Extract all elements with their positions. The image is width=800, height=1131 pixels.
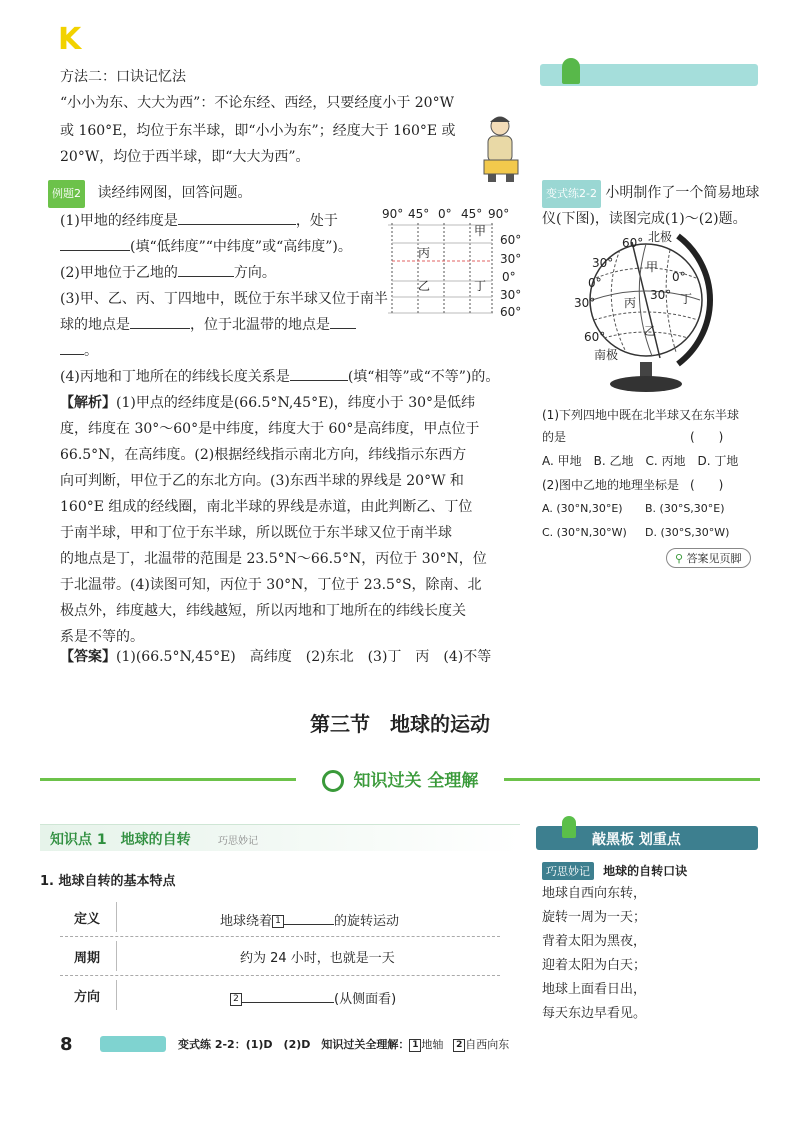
grid-point-jia: 甲 [474, 224, 487, 238]
q3-text-d: 。 [84, 343, 98, 359]
question-3: (3)甲、乙、丙、丁四地中，既位于东半球又位于南半 [60, 291, 388, 307]
analysis-line: 度，纬度在 30°～60°是中纬度，纬度大于 60°是高纬度，甲点位于 [60, 421, 480, 437]
variant-intro-text: 小明制作了一个简易地球 [605, 185, 760, 201]
blank-number: 1 [272, 915, 284, 928]
analysis-text: (1)甲点的经纬度是(66.5°N,45°E)，纬度小于 30°是低纬 [116, 395, 476, 411]
sidebar-line: 每天东边早看见。 [542, 1006, 647, 1021]
answer-line [60, 644, 491, 670]
answer-link-button[interactable] [666, 548, 751, 568]
variant-q2-option-c: C. (30°N,30°W) [542, 526, 627, 539]
method-title: 方法二：口诀记忆法 [60, 69, 186, 85]
analysis-line: 于南半球，甲和丁位于东半球，所以既位于东半球又位于南半球 [60, 525, 452, 541]
footer-answer-1: 地轴 [421, 1038, 444, 1051]
feature-label: 方向 [74, 990, 101, 1005]
banner-line-right [504, 778, 760, 781]
analysis-line: 66.5°N，在高纬度。(2)根据经线指示南北方向，纬线指示东西方 [60, 447, 467, 463]
answer-blank[interactable] [284, 908, 334, 925]
question-1 [60, 208, 338, 234]
example-intro [48, 180, 251, 208]
globe-lat-label: 60° [622, 236, 644, 250]
feature-row [60, 976, 500, 1014]
feature-table [60, 898, 500, 1014]
globe-inner-label: 0° [672, 270, 686, 284]
method-line: 20°W，均位于西半球，即“大大为西”。 [60, 149, 310, 165]
page-number: 8 [60, 1034, 73, 1055]
globe-lat-label: 0° [588, 276, 602, 290]
grid-lon-label: 45° [408, 207, 430, 221]
variant-intro-cont: 仪(下图)，读图完成(1)～(2)题。 [542, 211, 747, 227]
analysis-label: 【解析】 [60, 395, 116, 411]
question-2 [60, 260, 276, 286]
knowledge-banner-text: 知识过关 全理解 [353, 771, 479, 791]
pin-icon: ⚲ [675, 552, 684, 565]
variant-q2-option-a: A. (30°N,30°E) [542, 502, 623, 515]
sidebar-line: 地球上面看日出， [542, 982, 647, 997]
corner-mark: K [58, 22, 82, 57]
sidebar-title: 地球的自转口诀 [603, 864, 688, 878]
example-tag: 例题2 [48, 180, 85, 208]
analysis-line: 于北温带。(4)读图可知，丙位于 30°N，丁位于 23.5°S，除南、北 [60, 577, 482, 593]
sidebar-tag: 巧思妙记 [542, 862, 594, 880]
banner-line-left [40, 778, 296, 781]
analysis-line: 160°E 组成的经线圈，南北半球的界线是赤道，由此判断乙、丁位 [60, 499, 473, 515]
q2-text-b: 方向。 [233, 265, 276, 281]
answer-blank[interactable] [130, 312, 190, 329]
grid-lon-label: 90° [382, 207, 404, 221]
grid-point-ding: 丁 [474, 279, 487, 293]
grid-point-bing: 丙 [418, 246, 431, 260]
variant-q2: (2)图中乙地的地理坐标是 [542, 478, 679, 492]
globe-point-jia: 甲 [646, 260, 659, 274]
sidebar-line: 迎着太阳为白天； [542, 958, 647, 973]
variant-q1-options: A. 甲地 B. 乙地 C. 丙地 D. 丁地 [542, 454, 739, 468]
grid-lat-label: 0° [502, 270, 516, 284]
globe-point-yi: 乙 [644, 324, 657, 338]
thinker-illustration [478, 112, 528, 184]
footer-answers [178, 1036, 509, 1052]
answer-link-label: 答案见页脚 [686, 552, 742, 565]
section-title: 第三节 地球的运动 [310, 712, 490, 736]
knowledge-point-header [40, 824, 520, 851]
blank-number: 2 [230, 993, 242, 1006]
question-3-cont2 [60, 338, 98, 364]
feature-pre: 地球绕着 [220, 914, 273, 929]
grid-lat-label: 60° [500, 233, 522, 247]
variant-tag: 变式练2-2 [542, 180, 601, 208]
blank-number: 2 [453, 1039, 465, 1052]
example-intro-text: 读经纬网图，回答问题。 [97, 185, 252, 201]
variant-intro [542, 180, 759, 208]
grid-lon-label: 45° [461, 207, 483, 221]
feature-row [60, 937, 500, 976]
question-4 [60, 364, 499, 390]
variant-q2-option-b: B. (30°S,30°E) [645, 502, 725, 515]
question-1-cont [60, 234, 352, 260]
grid-lat-label: 30° [500, 288, 522, 302]
globe-point-ding: 丁 [680, 292, 693, 306]
q3-text-c: ，位于北温带的地点是 [190, 317, 330, 333]
spiral-icon [322, 770, 344, 792]
globe-lat-label: 30° [592, 256, 614, 270]
feature-value [220, 908, 399, 929]
knowledge-point-tag: 巧思妙记 [218, 836, 258, 847]
knowledge-banner [296, 766, 504, 792]
question-3-cont [60, 312, 356, 338]
answer-blank[interactable] [60, 338, 84, 355]
analysis-line: 极点外，纬度越大，纬线越短，所以丙地和丁地所在的纬线长度关 [60, 603, 466, 619]
sidebar-line: 地球自西向东转， [542, 886, 647, 901]
feature-post: (从侧面看) [334, 992, 397, 1007]
globe-north-pole: 北极 [648, 230, 673, 244]
q4-text-a: (4)丙地和丁地所在的纬线长度关系是 [60, 369, 290, 385]
top-banner-icon [562, 58, 580, 84]
variant-q1-cont [542, 426, 566, 448]
grid-lon-label: 90° [488, 207, 510, 221]
feature-value: 约为 24 小时，也就是一天 [240, 951, 395, 966]
globe-lat-label: 60° [584, 330, 606, 344]
sidebar-heading [542, 860, 687, 880]
answer-blank[interactable] [60, 234, 130, 251]
sidebar-figure-icon [562, 816, 576, 838]
footer-answer-2: 自西向东 [465, 1038, 510, 1051]
q2-text-a: (2)甲地位于乙地的 [60, 265, 178, 281]
grid-lat-label: 30° [500, 252, 522, 266]
feature-post: 的旋转运动 [334, 914, 400, 929]
footer-answers-text: 变式练 2-2：(1)D (2)D 知识过关全理解： [178, 1038, 410, 1051]
method-line: “小小为东、大大为西”：不论东经、西经，只要经度小于 20°W [60, 95, 454, 111]
sidebar-banner [536, 826, 758, 850]
variant-q2-option-d: D. (30°S,30°W) [645, 526, 730, 539]
sidebar-banner-text: 敲黑板 划重点 [592, 832, 681, 848]
variant-q1-text: 的是 [542, 430, 567, 444]
globe-lat-label: 30° [574, 296, 596, 310]
grid-point-yi: 乙 [418, 279, 431, 293]
knowledge-point-label: 知识点 1 地球的自转 [50, 832, 191, 848]
answer-blank[interactable] [178, 260, 234, 277]
answer-text: (1)(66.5°N,45°E) 高纬度 (2)东北 (3)丁 丙 (4)不等 [116, 649, 492, 665]
answer-label: 【答案】 [60, 649, 116, 665]
answer-blank[interactable] [242, 986, 334, 1003]
answer-blank[interactable] [290, 364, 348, 381]
answer-blank[interactable] [178, 208, 296, 225]
sidebar-line: 背着太阳为黑夜， [542, 934, 647, 949]
q4-text-b: (填“相等”或“不等”)的。 [347, 369, 500, 385]
grid-lon-label: 0° [438, 207, 452, 221]
analysis-line [60, 390, 475, 416]
variant-q1-bracket: ( ) [690, 430, 724, 444]
footer-logo [100, 1036, 166, 1052]
analysis-line: 向可判断，甲位于乙的东北方向。(3)东西半球的界线是 20°W 和 [60, 473, 464, 489]
knowledge-sub1: 1. 地球自转的基本特点 [40, 874, 176, 889]
globe-inner-label: 30° [650, 288, 672, 302]
q1-text-c: (填“低纬度”“中纬度”或“高纬度”)。 [130, 239, 352, 255]
analysis-line: 的地点是丁，北温带的范围是 23.5°N～66.5°N，丙位于 30°N，位 [60, 551, 487, 567]
feature-label: 定义 [74, 912, 101, 927]
q1-text-a: (1)甲地的经纬度是 [60, 213, 178, 229]
grid-lat-label: 60° [500, 305, 522, 319]
analysis-line: 系是不等的。 [60, 629, 144, 645]
feature-row [60, 898, 500, 937]
variant-q2-bracket: ( ) [690, 478, 724, 492]
feature-label: 周期 [74, 951, 101, 966]
q1-text-b: ，处于 [295, 213, 338, 229]
blank-number: 1 [409, 1039, 421, 1052]
globe-south-pole: 南极 [594, 348, 619, 362]
sidebar-line: 旋转一周为一天； [542, 910, 647, 925]
globe-point-bing: 丙 [624, 296, 637, 310]
q3-text-b: 球的地点是 [60, 317, 130, 333]
method-line: 或 160°E，均位于东半球，即“小小为东”；经度大于 160°E 或 [60, 123, 456, 139]
globe-illustration [560, 228, 730, 400]
variant-q1: (1)下列四地中既在北半球又在东半球 [542, 408, 739, 422]
feature-value [230, 986, 396, 1007]
answer-blank[interactable] [330, 312, 356, 329]
